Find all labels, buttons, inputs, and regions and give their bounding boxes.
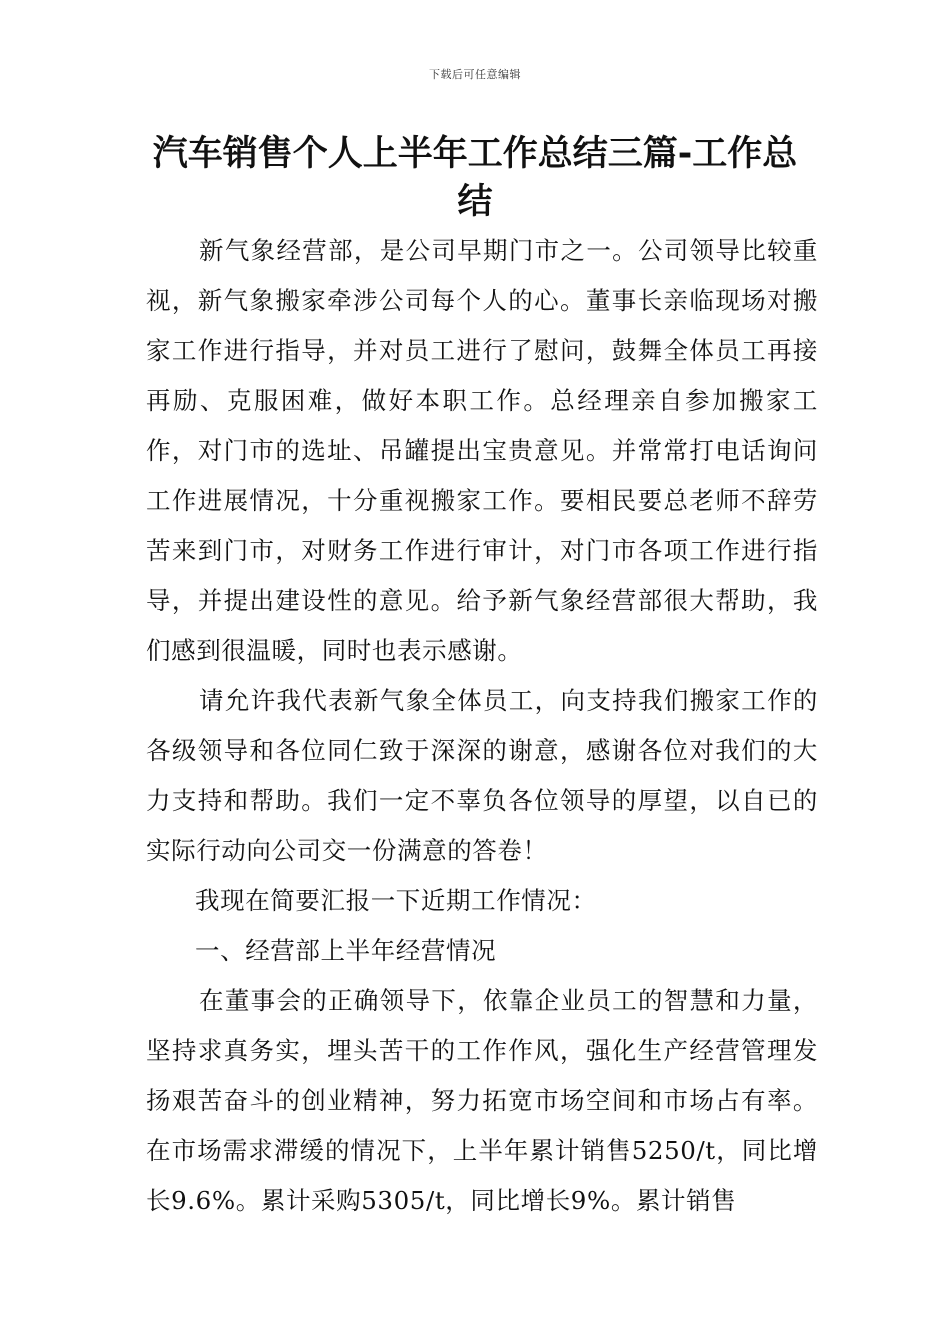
header-note: 下载后可任意编辑: [429, 68, 521, 81]
paragraph-report-intro: 我现在简要汇报一下近期工作情况：: [195, 886, 597, 915]
paragraph-intro: 新气象经营部，是公司早期门市之一。公司领导比较重视，新气象搬家牵涉公司每个人的心。董事长亲临现场对搬家工作进行指导，并对员工进行了慰问，鼓舞全体员工再接再励、克服困难，做好本职工作。总经理亲自参加搬家工作，对门市的选址、吊罐提出宝贵意见。并常常打电话询问工作进展情况，十分重视搬家工作。要相民要总老师不辞劳苦来到门市，对财务工作进行审计，对门市各项工作进行指导，并提出建设性的意见。给予新气象经营部很大帮助，我们感到很温暖，同时也表示感谢。: [146, 236, 818, 665]
section-heading: 一、经营部上半年经营情况: [195, 936, 497, 965]
paragraph-operations: 在董事会的正确领导下，依靠企业员工的智慧和力量，坚持求真务实，埋头苦干的工作作风，强化生产经营管理发扬艰苦奋斗的创业精神，努力拓宽市场空间和市场占有率。在市场需求滞缓的情况下，上半年累计销售5250/t，同比增长9.6%。累计采购5305/t，同比增长9%。累计销售: [146, 986, 818, 1215]
document-title: 汽车销售个人上半年工作总结三篇-工作总结: [152, 134, 798, 222]
document-body: [146, 226, 818, 1226]
paragraph-thanks: 请允许我代表新气象全体员工，向支持我们搬家工作的各级领导和各位同仁致于深深的谢意，感谢各位对我们的大力支持和帮助。我们一定不辜负各位领导的厚望，以自已的实际行动向公司交一份满意的答卷！: [146, 686, 818, 865]
